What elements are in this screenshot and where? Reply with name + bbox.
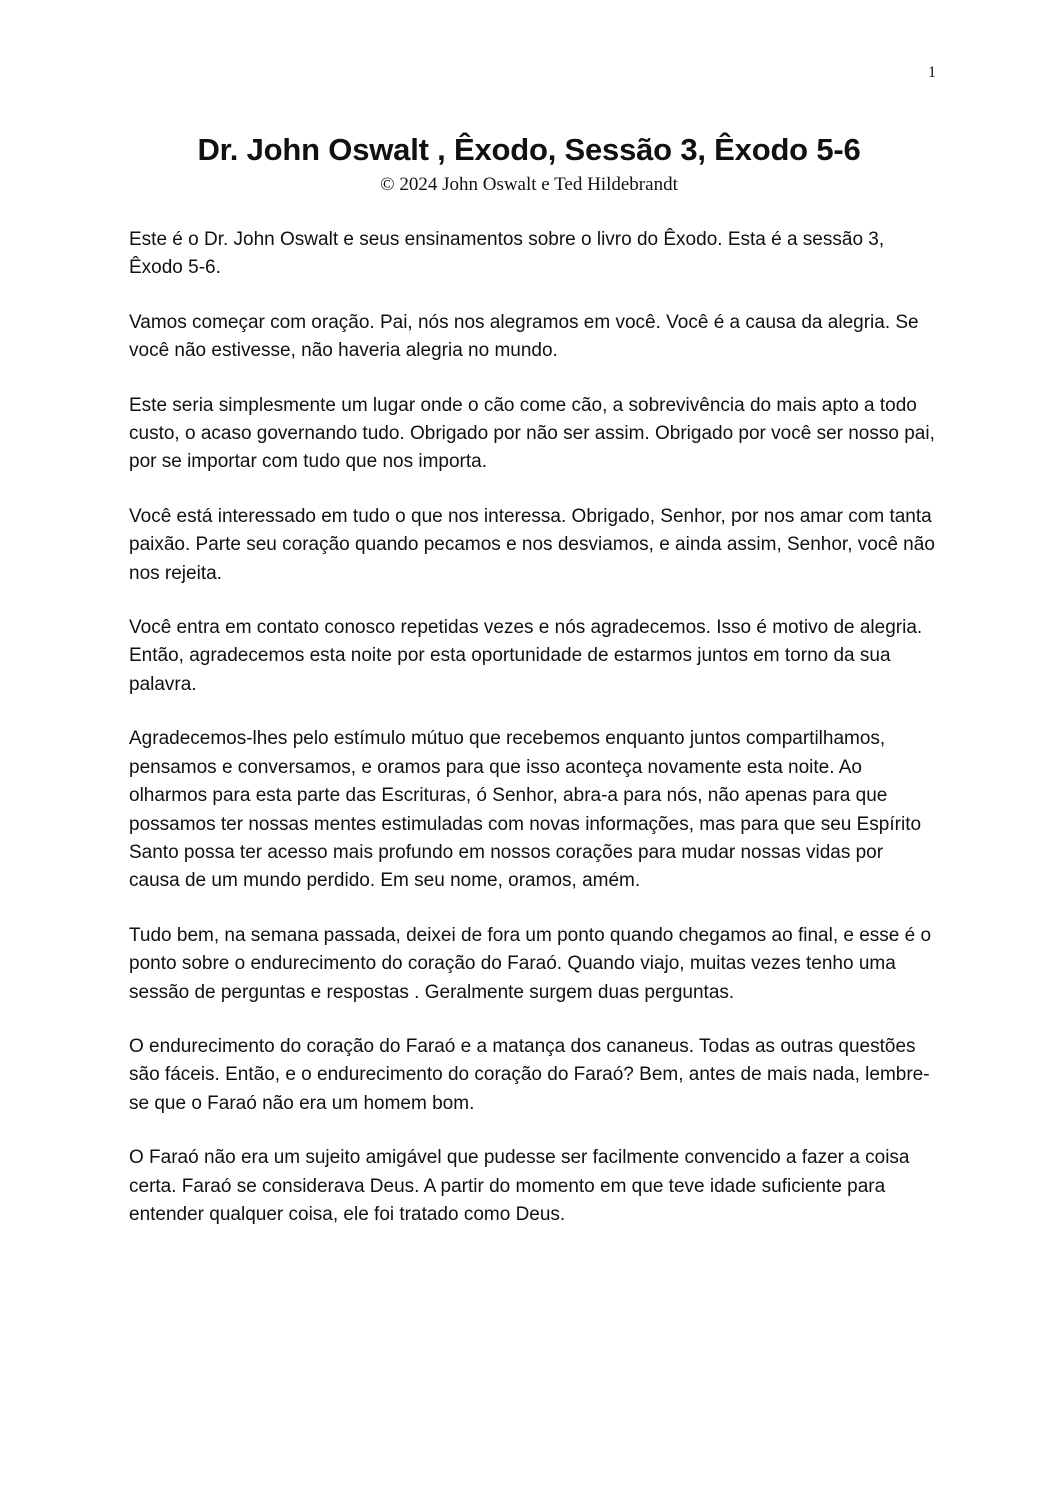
paragraph: Você entra em contato conosco repetidas vezes e nós agradecemos. Isso é motivo de alegria. Então, agradecemos esta noite por esta oportunidade de estarmos juntos em torno da sua palavra. <box>129 617 923 695</box>
paragraph: Este é o Dr. John Oswalt e seus ensinamentos sobre o livro do Êxodo. Esta é a sessão 3, Êxodo 5-6. <box>129 229 885 279</box>
copyright-line: © 2024 John Oswalt e Ted Hildebrandt <box>380 174 678 195</box>
paragraph: Este seria simplesmente um lugar onde o cão come cão, a sobrevivência do mais apto a todo custo, o acaso governando tudo. Obrigado por não ser assim. Obrigado por você ser nosso pai, por se importar com tudo que nos importa. <box>129 394 935 473</box>
paragraph: Você está interessado em tudo o que nos interessa. Obrigado, Senhor, por nos amar com tanta paixão. Parte seu coração quando pecamos e nos desviamos, e ainda assim, Senhor, você não nos rejeita. <box>129 505 935 584</box>
page-number: 1 <box>928 64 936 81</box>
paragraph: Tudo bem, na semana passada, deixei de fora um ponto quando chegamos ao final, e esse é o ponto sobre o endurecimento do coração do Faraó. Quando viajo, muitas vezes tenho uma sessão de perguntas e respostas . Geralmente surgem duas perguntas. <box>129 924 932 1003</box>
paragraph: O Faraó não era um sujeito amigável que pudesse ser facilmente convencido a fazer a coisa certa. Faraó se considerava Deus. A partir do momento em que teve idade suficiente para entender qualquer coisa, ele foi tratado como Deus. <box>129 1147 910 1225</box>
document-title: Dr. John Oswalt , Êxodo, Sessão 3, Êxodo 5-6 <box>197 132 861 167</box>
document-body <box>129 226 937 1255</box>
paragraph: O endurecimento do coração do Faraó e a matança dos cananeus. Todas as outras questões são fáceis. Então, e o endurecimento do coração do Faraó? Bem, antes de mais nada, lembre-se que o Faraó não era um homem bom. <box>129 1035 930 1114</box>
paragraph: Agradecemos-lhes pelo estímulo mútuo que recebemos enquanto juntos compartilhamos, pensamos e conversamos, e oramos para que isso aconteça novamente esta noite. Ao olharmos para esta parte das Escrituras, ó Senhor, abra-a para nós, não apenas para que possamos ter nossas mentes estimuladas com novas informações, mas para que seu Espírito Santo possa ter acesso mais profundo em nossos corações para mudar nossas vidas por causa de um mundo perdido. Em seu nome, oramos, amém. <box>129 728 922 892</box>
paragraph: Vamos começar com oração. Pai, nós nos alegramos em você. Você é a causa da alegria. Se você não estivesse, não haveria alegria no mundo. <box>129 311 919 362</box>
